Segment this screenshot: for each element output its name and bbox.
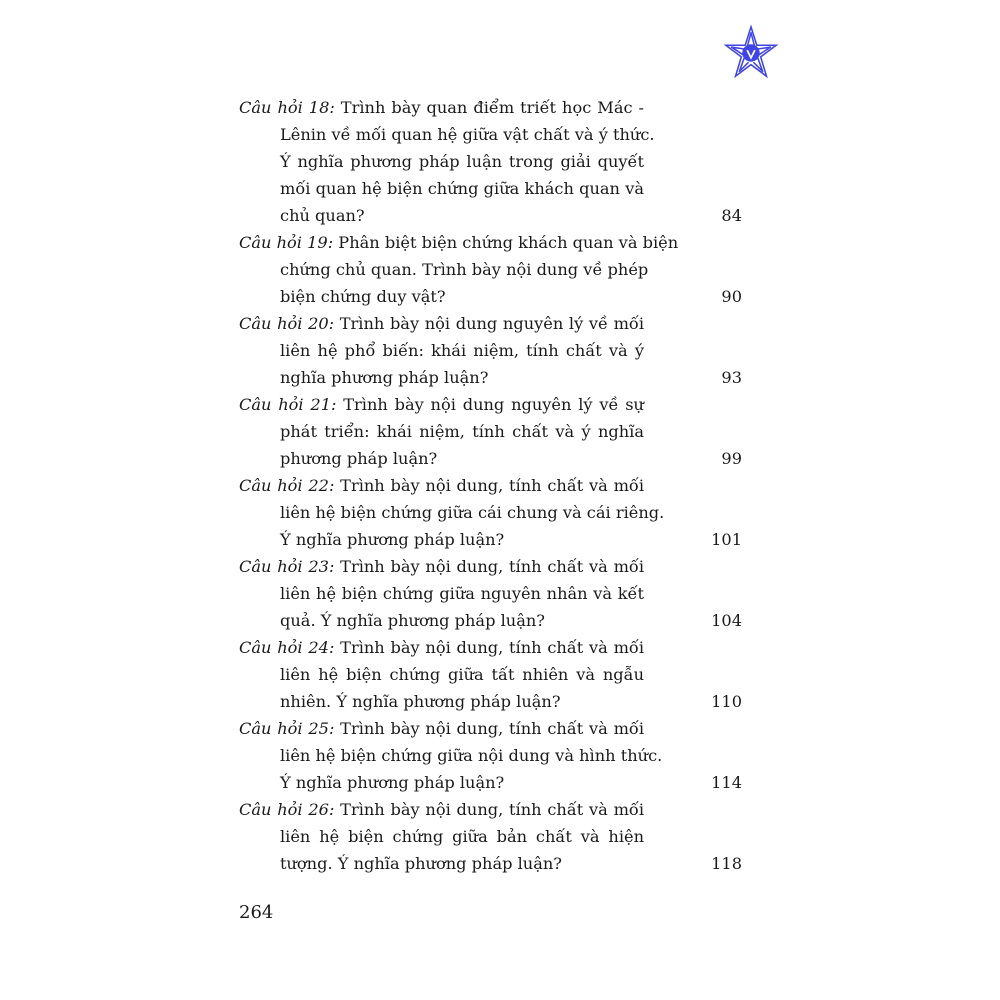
toc-entry-first-line — [239, 472, 644, 499]
toc-entry-line: liên hệ biện chứng giữa nội dung và hình thức. — [280, 746, 663, 765]
toc-page-number: 84 — [721, 206, 742, 225]
toc-entry[interactable] — [239, 310, 744, 391]
toc-entry-line: liên hệ phổ biến: khái niệm, tính chất và ý — [280, 341, 644, 360]
toc-entry-first-line — [239, 310, 644, 337]
question-label: Câu hỏi 18: — [239, 98, 335, 117]
toc-entry-line: liên hệ biện chứng giữa nguyên nhân và kết — [280, 584, 644, 603]
question-label: Câu hỏi 23: — [239, 557, 335, 576]
toc-page-number: 110 — [711, 692, 742, 711]
toc-entry-line: phương pháp luận? — [280, 449, 438, 468]
question-label: Câu hỏi 22: — [239, 476, 335, 495]
toc-entry-line: phát triển: khái niệm, tính chất và ý nghĩa — [280, 422, 644, 441]
toc-entry-line: quả. Ý nghĩa phương pháp luận? — [280, 611, 545, 630]
question-label: Câu hỏi 21: — [239, 395, 337, 414]
toc-entry-first-line — [239, 715, 644, 742]
toc-entry-line: liên hệ biện chứng giữa bản chất và hiện — [280, 827, 644, 846]
toc-page-number: 99 — [721, 449, 742, 468]
toc-entry[interactable] — [239, 553, 744, 634]
toc-page-number: 118 — [711, 854, 742, 873]
toc-entry[interactable] — [239, 94, 744, 229]
question-text: Trình bày nội dung, tính chất và mối — [334, 557, 644, 576]
toc-entry-line: Ý nghĩa phương pháp luận? — [280, 530, 505, 549]
toc-entry[interactable] — [239, 229, 744, 310]
toc-page-number: 104 — [711, 611, 742, 630]
toc-entry-line: Ý nghĩa phương pháp luận trong giải quyết — [280, 152, 644, 171]
toc-entry[interactable] — [239, 391, 744, 472]
toc-entry-line: chủ quan? — [280, 206, 365, 225]
question-text: Trình bày nội dung nguyên lý về sự — [336, 395, 644, 414]
toc-page-number: 93 — [721, 368, 742, 387]
question-text: Trình bày nội dung nguyên lý về mối — [334, 314, 645, 333]
toc-page-number: 101 — [711, 530, 742, 549]
star-emblem-icon — [722, 24, 780, 82]
toc-entry[interactable] — [239, 796, 744, 877]
toc-entry-line: biện chứng duy vật? — [280, 287, 446, 306]
toc-entry-first-line — [239, 796, 644, 823]
toc-entry-first-line — [239, 634, 644, 661]
toc-entry-first-line — [239, 553, 644, 580]
toc-entry[interactable] — [239, 715, 744, 796]
toc-entry-line: nghĩa phương pháp luận? — [280, 368, 489, 387]
table-of-contents — [239, 94, 744, 877]
question-text: Trình bày nội dung, tính chất và mối — [334, 800, 644, 819]
toc-entry-line: Lênin về mối quan hệ giữa vật chất và ý thức. — [280, 125, 655, 144]
toc-entry[interactable] — [239, 634, 744, 715]
question-text: Trình bày nội dung, tính chất và mối — [334, 719, 644, 738]
toc-entry-line: chứng chủ quan. Trình bày nội dung về phép — [280, 260, 649, 279]
question-label: Câu hỏi 19: — [239, 233, 334, 252]
toc-entry[interactable] — [239, 472, 744, 553]
toc-entry-first-line — [239, 94, 644, 121]
question-label: Câu hỏi 20: — [239, 314, 335, 333]
question-label: Câu hỏi 25: — [239, 719, 335, 738]
question-label: Câu hỏi 26: — [239, 800, 335, 819]
toc-entry-first-line — [239, 229, 679, 256]
toc-page-number: 114 — [711, 773, 742, 792]
page-number: 264 — [239, 902, 274, 923]
toc-entry-first-line — [239, 391, 644, 418]
question-text: Trình bày nội dung, tính chất và mối — [334, 476, 644, 495]
question-text: Phân biệt biện chứng khách quan và biện — [333, 233, 679, 252]
question-text: Trình bày quan điểm triết học Mác - — [334, 98, 644, 117]
toc-entry-line: tượng. Ý nghĩa phương pháp luận? — [280, 854, 562, 873]
question-text: Trình bày nội dung, tính chất và mối — [334, 638, 644, 657]
toc-entry-line: liên hệ biện chứng giữa tất nhiên và ngẫu — [280, 665, 644, 684]
toc-entry-line: liên hệ biện chứng giữa cái chung và cái riêng. — [280, 503, 665, 522]
toc-entry-line: mối quan hệ biện chứng giữa khách quan và — [280, 179, 644, 198]
question-label: Câu hỏi 24: — [239, 638, 335, 657]
toc-entry-line: Ý nghĩa phương pháp luận? — [280, 773, 505, 792]
toc-page-number: 90 — [721, 287, 742, 306]
toc-entry-line: nhiên. Ý nghĩa phương pháp luận? — [280, 692, 561, 711]
